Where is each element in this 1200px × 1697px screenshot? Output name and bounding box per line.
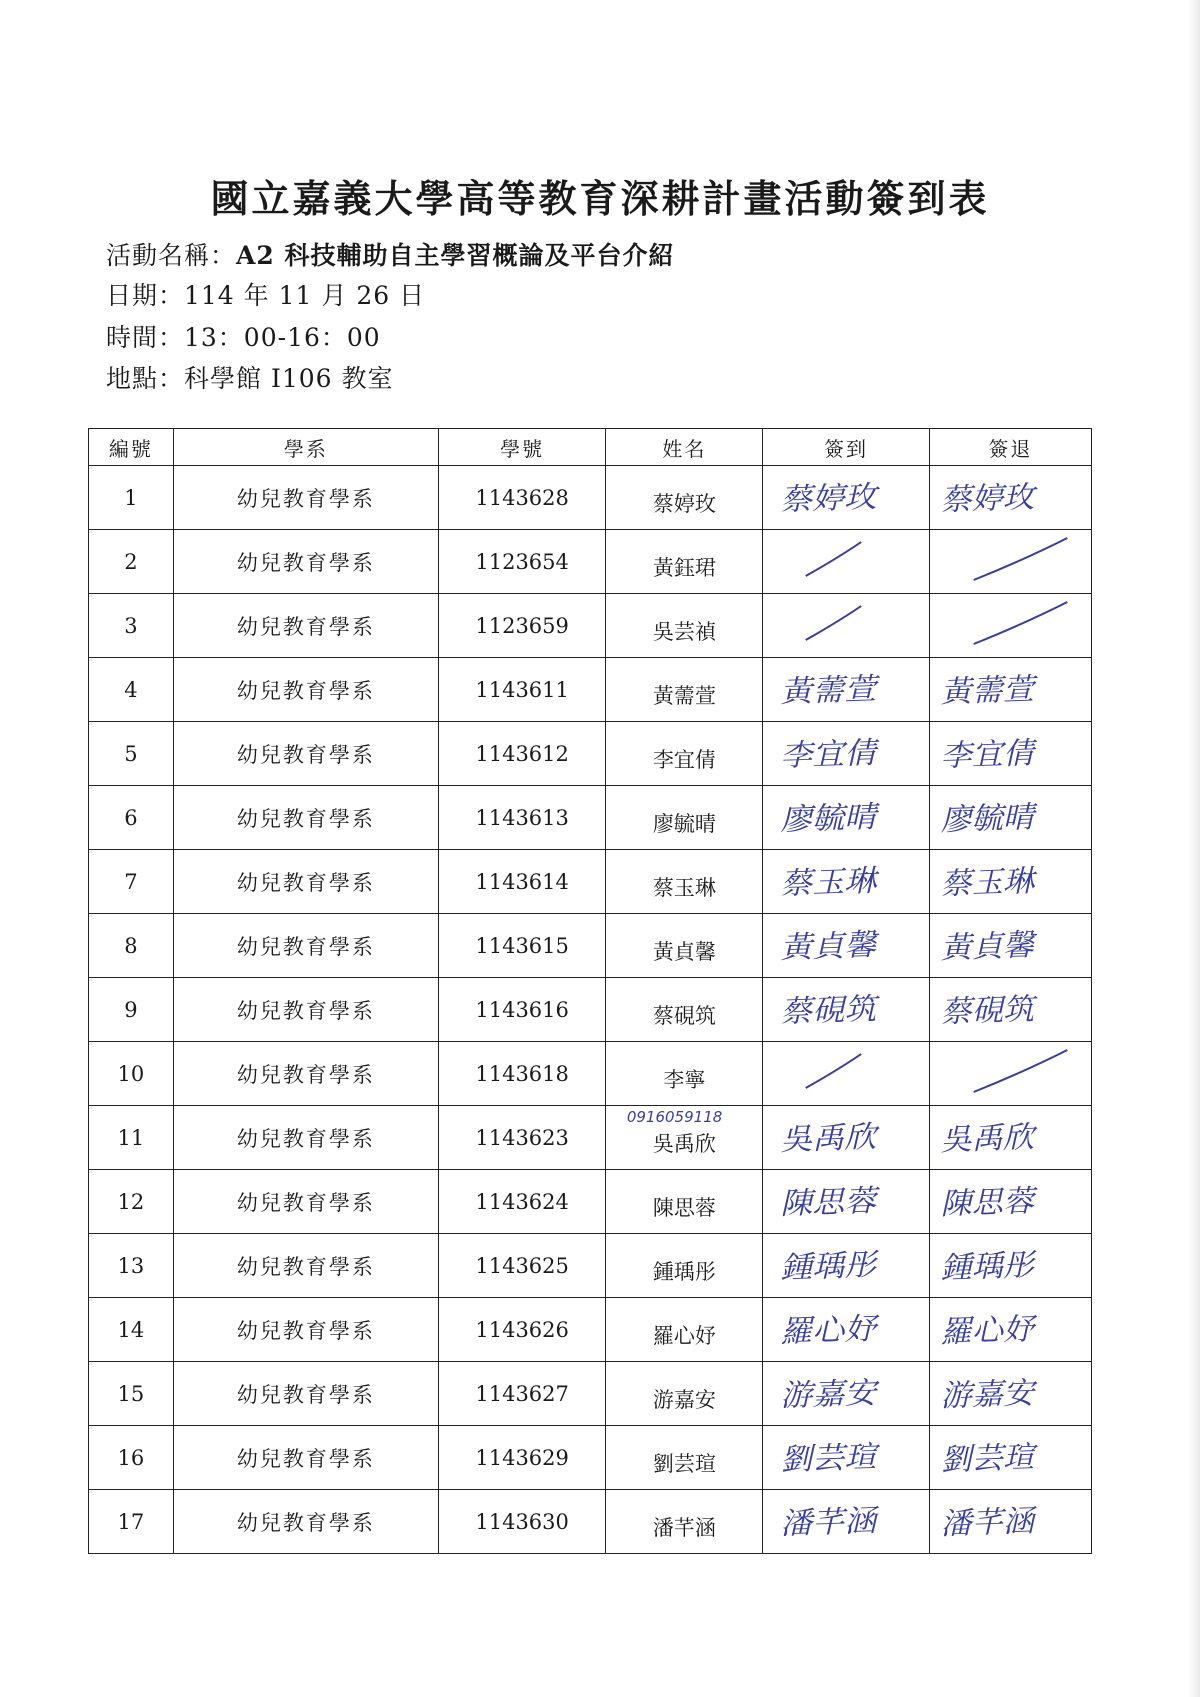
row-name xyxy=(606,1042,763,1106)
table-row xyxy=(89,978,1092,1042)
student-name: 吳芸禎 xyxy=(652,619,716,644)
row-department: 幼兒教育學系 xyxy=(173,914,438,978)
row-number: 8 xyxy=(89,914,174,978)
sign-out-cell xyxy=(929,850,1091,914)
row-name xyxy=(606,658,763,722)
sign-out-cell xyxy=(929,658,1091,722)
row-name xyxy=(606,1426,763,1490)
handwritten-signature xyxy=(763,1490,928,1553)
row-name-text xyxy=(653,1310,716,1350)
signature-text: 廖毓晴 xyxy=(779,799,878,838)
sign-out-cell xyxy=(929,786,1091,850)
signature-text: 黃貞馨 xyxy=(939,928,1035,966)
sign-in-cell xyxy=(763,1042,929,1106)
handwritten-signature xyxy=(763,1362,928,1425)
row-student-id: 1143613 xyxy=(438,786,606,850)
handwritten-signature xyxy=(763,786,928,849)
sign-out-cell xyxy=(929,1042,1091,1106)
row-name-text xyxy=(653,926,716,966)
row-name-text xyxy=(653,734,716,774)
row-name-text xyxy=(653,1246,716,1286)
row-department: 幼兒教育學系 xyxy=(173,594,438,658)
signature-text: 羅心妤 xyxy=(779,1311,878,1350)
sign-out-cell xyxy=(929,1426,1091,1490)
row-name xyxy=(606,530,763,594)
signature-text: 蔡硯筑 xyxy=(779,991,878,1030)
row-name xyxy=(606,722,763,786)
row-name-text xyxy=(626,1107,723,1158)
row-department: 幼兒教育學系 xyxy=(173,1426,438,1490)
row-name-text xyxy=(653,478,716,518)
date-line: 日期：114 年 11 月 26 日 xyxy=(106,281,426,310)
row-name-text xyxy=(653,798,716,838)
handwritten-signature xyxy=(763,1106,928,1169)
absent-slash-mark xyxy=(806,606,862,640)
table-row xyxy=(89,914,1092,978)
sign-in-cell xyxy=(763,1362,929,1426)
handwritten-signature xyxy=(930,530,1091,593)
handwritten-signature xyxy=(930,658,1091,721)
signature-text: 李宜倩 xyxy=(779,735,878,774)
handwritten-signature xyxy=(930,786,1091,849)
row-department: 幼兒教育學系 xyxy=(173,978,438,1042)
row-department: 幼兒教育學系 xyxy=(173,1042,438,1106)
header-name: 姓名 xyxy=(606,429,763,466)
student-name: 李寧 xyxy=(663,1067,706,1092)
row-department: 幼兒教育學系 xyxy=(173,1234,438,1298)
student-name: 黃薷萱 xyxy=(652,683,716,708)
row-name xyxy=(606,850,763,914)
sign-out-cell xyxy=(929,1170,1091,1234)
row-student-id: 1143614 xyxy=(438,850,606,914)
table-row xyxy=(89,1298,1092,1362)
handwritten-signature xyxy=(930,1298,1091,1361)
row-name-text xyxy=(663,1054,705,1094)
student-name: 羅心妤 xyxy=(652,1323,716,1348)
row-number: 1 xyxy=(89,466,174,530)
row-student-id: 1143626 xyxy=(438,1298,606,1362)
sign-in-cell xyxy=(763,978,929,1042)
handwritten-signature xyxy=(930,1170,1091,1233)
row-student-id: 1143612 xyxy=(438,722,606,786)
sign-out-cell xyxy=(929,466,1091,530)
row-name xyxy=(606,1106,763,1170)
row-student-id: 1143623 xyxy=(438,1106,606,1170)
place-line: 地點：科學館 I106 教室 xyxy=(106,364,394,393)
table-row xyxy=(89,466,1092,530)
table-row xyxy=(89,1234,1092,1298)
row-student-id: 1143624 xyxy=(438,1170,606,1234)
signature-text: 李宜倩 xyxy=(939,736,1035,774)
row-name-text xyxy=(653,1374,716,1414)
student-name: 鍾瑀彤 xyxy=(652,1259,716,1284)
handwritten-signature xyxy=(763,594,928,657)
signature-text: 鍾瑀彤 xyxy=(779,1247,878,1286)
header-sign-in: 簽到 xyxy=(763,429,929,466)
header-student-id: 學號 xyxy=(438,429,606,466)
student-name: 潘芊涵 xyxy=(652,1515,716,1540)
row-name xyxy=(606,1362,763,1426)
row-name xyxy=(606,1234,763,1298)
row-department: 幼兒教育學系 xyxy=(173,1298,438,1362)
handwritten-signature xyxy=(930,722,1091,785)
student-name: 劉芸瑄 xyxy=(652,1451,716,1476)
row-number: 13 xyxy=(89,1234,174,1298)
row-name-text xyxy=(653,1438,716,1478)
sign-in-cell xyxy=(763,1106,929,1170)
table-row xyxy=(89,786,1092,850)
activity-name-value: A2 科技輔助自主學習概論及平台介紹 xyxy=(236,241,675,270)
student-name: 蔡玉琳 xyxy=(652,875,716,900)
handwritten-signature xyxy=(763,658,928,721)
sign-out-cell xyxy=(929,978,1091,1042)
row-name-text xyxy=(653,542,716,582)
row-name-text xyxy=(653,606,716,646)
signature-text: 潘芊涵 xyxy=(939,1504,1035,1542)
signature-text: 黃薷萱 xyxy=(939,672,1035,710)
row-number: 10 xyxy=(89,1042,174,1106)
signature-text: 黃薷萱 xyxy=(779,671,878,710)
signature-text: 潘芊涵 xyxy=(779,1503,878,1542)
signature-text: 劉芸瑄 xyxy=(779,1439,878,1478)
row-number: 4 xyxy=(89,658,174,722)
handwritten-signature xyxy=(763,1298,928,1361)
row-number: 5 xyxy=(89,722,174,786)
handwritten-signature xyxy=(930,978,1091,1041)
row-name xyxy=(606,594,763,658)
student-name: 蔡婷玫 xyxy=(652,491,716,516)
handwritten-signature xyxy=(930,1426,1091,1489)
page-title: 國立嘉義大學高等教育深耕計畫活動簽到表 xyxy=(210,176,990,221)
row-department: 幼兒教育學系 xyxy=(173,1362,438,1426)
handwritten-signature xyxy=(930,1106,1091,1169)
row-number: 11 xyxy=(89,1106,174,1170)
sign-in-table xyxy=(88,428,1092,1554)
table-row xyxy=(89,1362,1092,1426)
handwritten-signature xyxy=(763,1170,928,1233)
signature-text: 蔡玉琳 xyxy=(779,863,878,902)
row-name-text xyxy=(653,1182,716,1222)
absent-slash-mark xyxy=(806,1054,862,1088)
handwritten-signature xyxy=(930,1490,1091,1553)
row-student-id: 1143615 xyxy=(438,914,606,978)
table-row xyxy=(89,1106,1092,1170)
handwritten-signature xyxy=(930,850,1091,913)
row-department: 幼兒教育學系 xyxy=(173,658,438,722)
handwritten-signature xyxy=(930,466,1091,529)
signature-text: 游嘉安 xyxy=(779,1375,878,1414)
handwritten-signature xyxy=(763,850,928,913)
table-row xyxy=(89,1170,1092,1234)
row-student-id: 1143616 xyxy=(438,978,606,1042)
student-name: 陳思蓉 xyxy=(652,1195,716,1220)
row-number: 17 xyxy=(89,1490,174,1554)
row-department: 幼兒教育學系 xyxy=(173,1490,438,1554)
student-name: 黃鈺珺 xyxy=(652,555,716,580)
sign-in-cell xyxy=(763,850,929,914)
student-name: 廖毓晴 xyxy=(652,811,716,836)
row-number: 7 xyxy=(89,850,174,914)
row-student-id: 1143630 xyxy=(438,1490,606,1554)
sign-in-cell xyxy=(763,786,929,850)
row-number: 14 xyxy=(89,1298,174,1362)
row-department: 幼兒教育學系 xyxy=(173,1106,438,1170)
row-student-id: 1143629 xyxy=(438,1426,606,1490)
signature-text: 吳禹欣 xyxy=(779,1119,878,1158)
row-number: 6 xyxy=(89,786,174,850)
signature-text: 蔡玉琳 xyxy=(939,864,1035,902)
activity-name-label: 活動名稱： xyxy=(106,241,237,270)
sign-out-cell xyxy=(929,722,1091,786)
header-sign-out: 簽退 xyxy=(929,429,1091,466)
sign-in-cell xyxy=(763,594,929,658)
table-row xyxy=(89,722,1092,786)
handwritten-signature xyxy=(930,594,1091,657)
page-edge-shadow xyxy=(1188,0,1200,1697)
sign-in-cell xyxy=(763,1426,929,1490)
row-name-text xyxy=(653,990,716,1030)
handwritten-signature xyxy=(930,914,1091,977)
sign-in-cell xyxy=(763,1298,929,1362)
row-department: 幼兒教育學系 xyxy=(173,1170,438,1234)
row-number: 3 xyxy=(89,594,174,658)
handwritten-signature xyxy=(930,1042,1091,1105)
row-department: 幼兒教育學系 xyxy=(173,850,438,914)
row-student-id: 1143611 xyxy=(438,658,606,722)
table-row xyxy=(89,850,1092,914)
absent-slash-mark xyxy=(973,1050,1067,1092)
sign-in-cell xyxy=(763,530,929,594)
signature-text: 劉芸瑄 xyxy=(939,1440,1035,1478)
handwritten-signature xyxy=(930,1362,1091,1425)
handwritten-phone-note: 0916059118 xyxy=(626,1107,723,1126)
row-number: 12 xyxy=(89,1170,174,1234)
signature-text: 陳思蓉 xyxy=(779,1183,878,1222)
handwritten-signature xyxy=(763,1042,928,1105)
sign-out-cell xyxy=(929,1234,1091,1298)
student-name: 蔡硯筑 xyxy=(652,1003,716,1028)
row-name xyxy=(606,1298,763,1362)
signature-text: 吳禹欣 xyxy=(939,1120,1035,1158)
row-student-id: 1143625 xyxy=(438,1234,606,1298)
table-row xyxy=(89,1426,1092,1490)
sign-in-cell xyxy=(763,914,929,978)
signature-text: 鍾瑀彤 xyxy=(939,1248,1035,1286)
student-name: 吳禹欣 xyxy=(652,1131,716,1156)
row-name-text xyxy=(653,862,716,902)
absent-slash-mark xyxy=(973,602,1067,644)
activity-name-line xyxy=(106,236,675,272)
sign-out-cell xyxy=(929,914,1091,978)
table-row xyxy=(89,1042,1092,1106)
row-department: 幼兒教育學系 xyxy=(173,722,438,786)
signature-text: 蔡婷玫 xyxy=(779,479,878,518)
row-name-text xyxy=(653,670,716,710)
sign-in-cell xyxy=(763,722,929,786)
row-name-text xyxy=(653,1502,716,1542)
row-department: 幼兒教育學系 xyxy=(173,786,438,850)
sign-out-cell xyxy=(929,1106,1091,1170)
row-name xyxy=(606,914,763,978)
sign-in-cell xyxy=(763,466,929,530)
absent-slash-mark xyxy=(973,538,1067,580)
sign-out-cell xyxy=(929,1490,1091,1554)
handwritten-signature xyxy=(763,978,928,1041)
signature-text: 蔡硯筑 xyxy=(939,992,1035,1030)
sign-out-cell xyxy=(929,530,1091,594)
row-name xyxy=(606,1170,763,1234)
signature-text: 陳思蓉 xyxy=(939,1184,1035,1222)
table-row xyxy=(89,658,1092,722)
signature-text: 黃貞馨 xyxy=(779,927,878,966)
sign-out-cell xyxy=(929,1298,1091,1362)
row-student-id: 1123659 xyxy=(438,594,606,658)
row-department: 幼兒教育學系 xyxy=(173,530,438,594)
row-name xyxy=(606,466,763,530)
time-line: 時間：13：00-16：00 xyxy=(106,323,381,352)
table-row xyxy=(89,1490,1092,1554)
sign-in-cell xyxy=(763,1170,929,1234)
handwritten-signature xyxy=(930,1234,1091,1297)
row-student-id: 1143628 xyxy=(438,466,606,530)
signature-text: 羅心妤 xyxy=(939,1312,1035,1350)
handwritten-signature xyxy=(763,1234,928,1297)
row-name xyxy=(606,978,763,1042)
sign-in-cell xyxy=(763,1490,929,1554)
row-number: 9 xyxy=(89,978,174,1042)
student-name: 黃貞馨 xyxy=(652,939,716,964)
row-student-id: 1143618 xyxy=(438,1042,606,1106)
row-number: 2 xyxy=(89,530,174,594)
signature-text: 廖毓晴 xyxy=(939,800,1035,838)
sign-out-cell xyxy=(929,1362,1091,1426)
row-student-id: 1123654 xyxy=(438,530,606,594)
student-name: 李宜倩 xyxy=(652,747,716,772)
row-student-id: 1143627 xyxy=(438,1362,606,1426)
handwritten-signature xyxy=(763,722,928,785)
handwritten-signature xyxy=(763,1426,928,1489)
student-name: 游嘉安 xyxy=(652,1387,716,1412)
header-department: 學系 xyxy=(173,429,438,466)
handwritten-signature xyxy=(763,530,928,593)
table-header-row xyxy=(89,429,1092,466)
row-department: 幼兒教育學系 xyxy=(173,466,438,530)
row-name xyxy=(606,786,763,850)
row-name xyxy=(606,1490,763,1554)
table-row xyxy=(89,594,1092,658)
header-number: 編號 xyxy=(89,429,174,466)
row-number: 15 xyxy=(89,1362,174,1426)
signature-text: 蔡婷玫 xyxy=(939,480,1035,518)
row-number: 16 xyxy=(89,1426,174,1490)
sign-out-cell xyxy=(929,594,1091,658)
handwritten-signature xyxy=(763,914,928,977)
sign-in-cell xyxy=(763,658,929,722)
handwritten-signature xyxy=(763,466,928,529)
sign-in-cell xyxy=(763,1234,929,1298)
signature-text: 游嘉安 xyxy=(939,1376,1035,1414)
absent-slash-mark xyxy=(806,542,862,576)
table-row xyxy=(89,530,1092,594)
